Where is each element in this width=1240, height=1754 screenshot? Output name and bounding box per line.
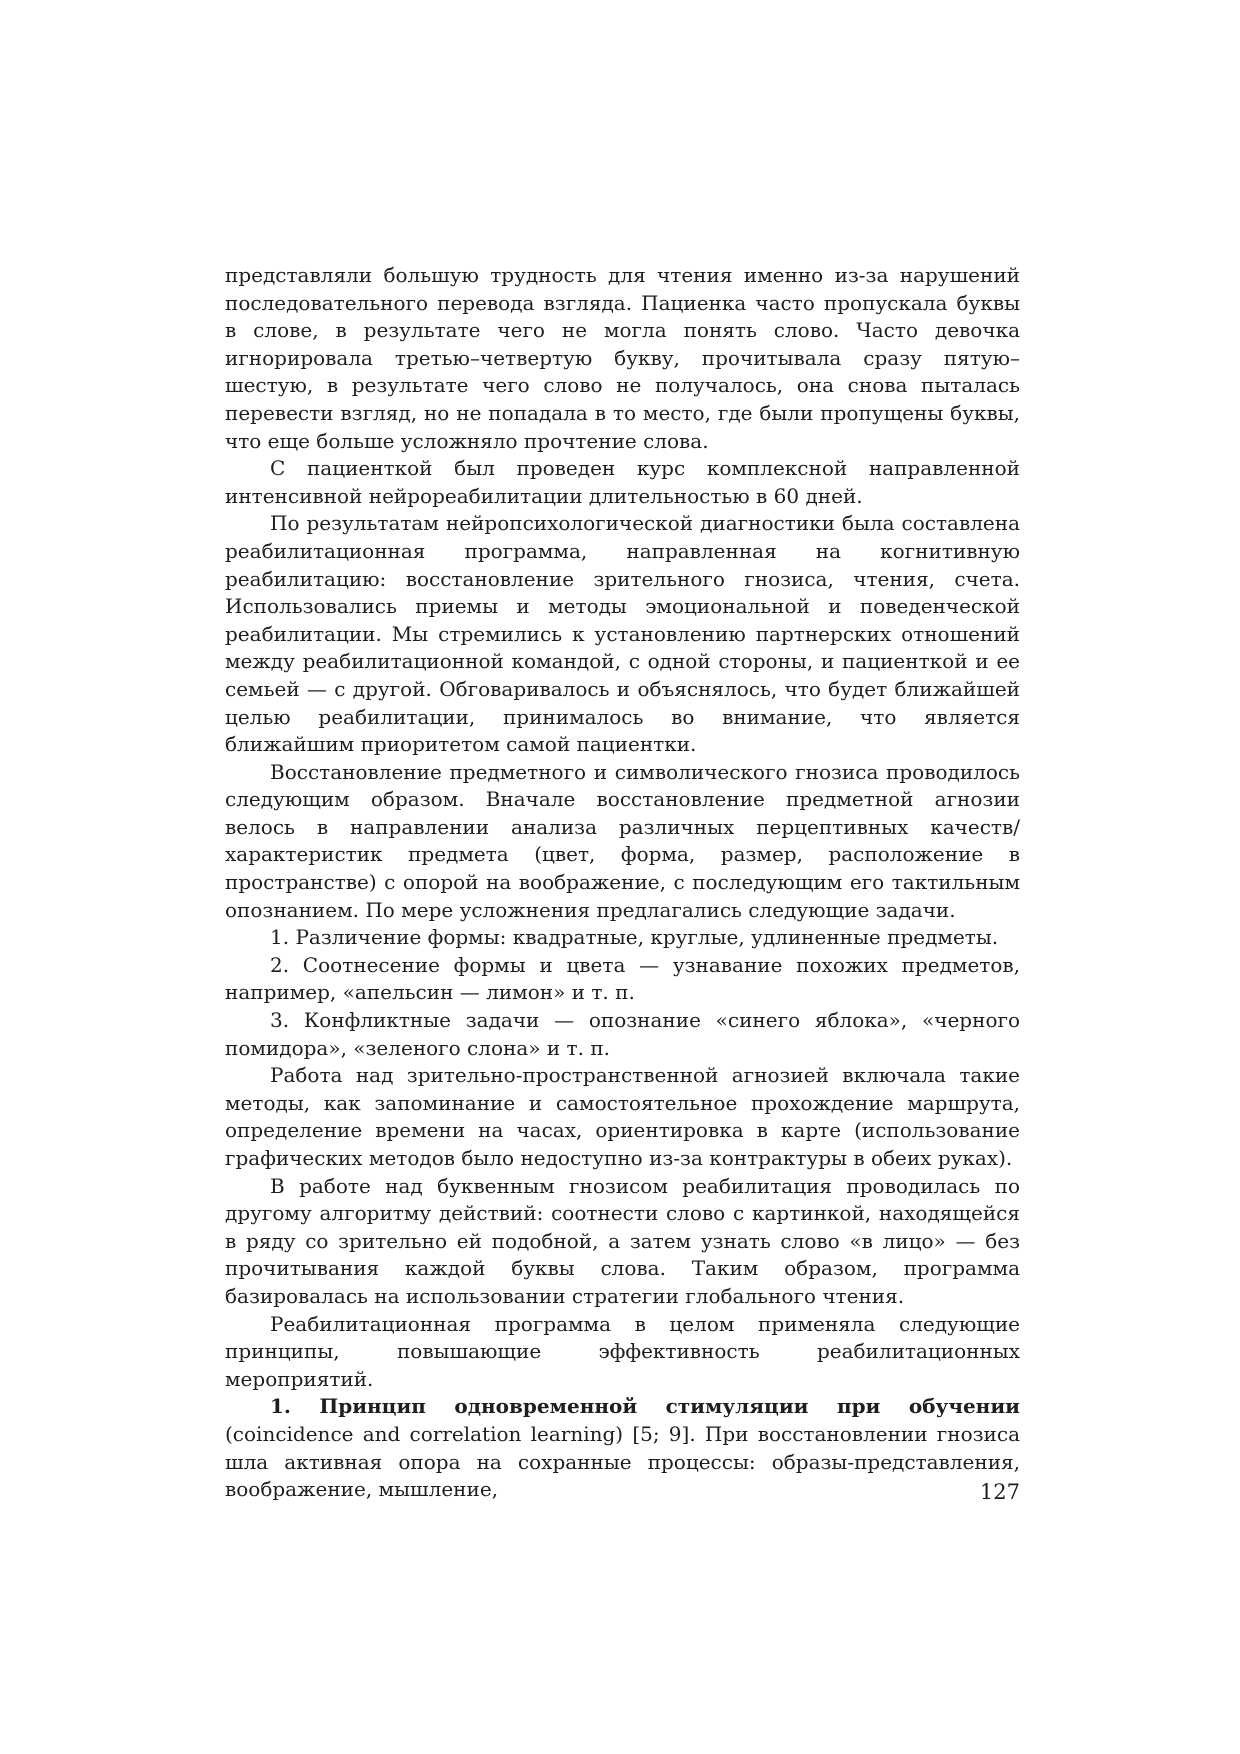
body-text <box>225 262 1020 1504</box>
page-number: 127 <box>979 1480 1020 1504</box>
paragraph-gnosis-restoration: Восстановление предметного и символического гнозиса проводилось следующим образом. Вначале восстановление предметной агнозии велось в направлении анализа различных перцептивных качеств/характеристик предмета (цвет, форма, размер, расположение в пространстве) с опорой на воображение, с последующим его тактильным опознанием. По мере усложнения предлагались следующие задачи. <box>225 759 1020 922</box>
paragraph-principles-intro: Реабилитационная программа в целом применяла следующие принципы, повышающие эффективность реабилитационных мероприятий. <box>225 1311 1020 1391</box>
principle-1-text: (coincidence and correlation learning) [5; 9]. При восстановлении гнозиса шла активная опора на сохранные процессы: образы-представления, воображение, мышление, <box>225 1421 1020 1502</box>
list-item-1: 1. Различение формы: квадратные, круглые, удлиненные предметы. <box>270 925 999 950</box>
paragraph-letter-gnosis: В работе над буквенным гнозисом реабилитация проводилась по другому алгоритму действий: соотнести слово с картинкой, находящейся в ряду со зрительно ей подобной, а затем узнать слово «в лицо» — без прочитывания каждой буквы слова. Таким образом, программа базировалась на использовании стратегии глобального чтения. <box>225 1173 1020 1308</box>
paragraph-continuation: представляли большую трудность для чтения именно из-за нарушений последовательного перевода взгляда. Пациенка часто пропускала буквы в слове, в результате чего не могла понять слово. Часто девочка игнорировала третью–четвертую букву, прочитывала сразу пятую–шестую, в результате чего слово не получалось, она снова пыталась перевести взгляд, но не попадала в то место, где были пропущены буквы, что еще больше усложняло прочтение слова. <box>225 263 1020 453</box>
paragraph-spatial-agnosia: Работа над зрительно-пространственной агнозией включала такие методы, как запоминание и самостоятельное прохождение маршрута, определение времени на часах, ориентировка в карте (использование графических методов было недоступно из-за контрактуры в обеих руках). <box>225 1063 1020 1170</box>
paragraph-principle-1 <box>225 1393 1020 1503</box>
principle-1-heading: 1. Принцип одновременной стимуляции при обучении <box>270 1394 1020 1419</box>
paragraph-course: С пациенткой был проведен курс комплексной направленной интенсивной нейрореабилитации длительностью в 60 дней. <box>225 456 1020 508</box>
paragraph-program: По результатам нейропсихологической диагностики была составлена реабилитационная программа, направленная на когнитивную реабилитацию: восстановление зрительного гнозиса, чтения, счета. Использовались приемы и методы эмоциональной и поведенческой реабилитации. Мы стремились к установлению партнерских отношений между реабилитационной командой, с одной стороны, и пациенткой и ее семьей — с другой. Обговаривалось и объяснялось, что будет ближайшей целью реабилитации, принималось во внимание, что является ближайшим приоритетом самой пациентки. <box>225 511 1020 757</box>
list-item-3: 3. Конфликтные задачи — опознание «синего яблока», «черного помидора», «зеленого слона» и т. п. <box>225 1008 1020 1060</box>
list-item-2: 2. Соотнесение формы и цвета — узнавание похожих предметов, например, «апельсин — лимон» и т. п. <box>225 952 1020 1005</box>
